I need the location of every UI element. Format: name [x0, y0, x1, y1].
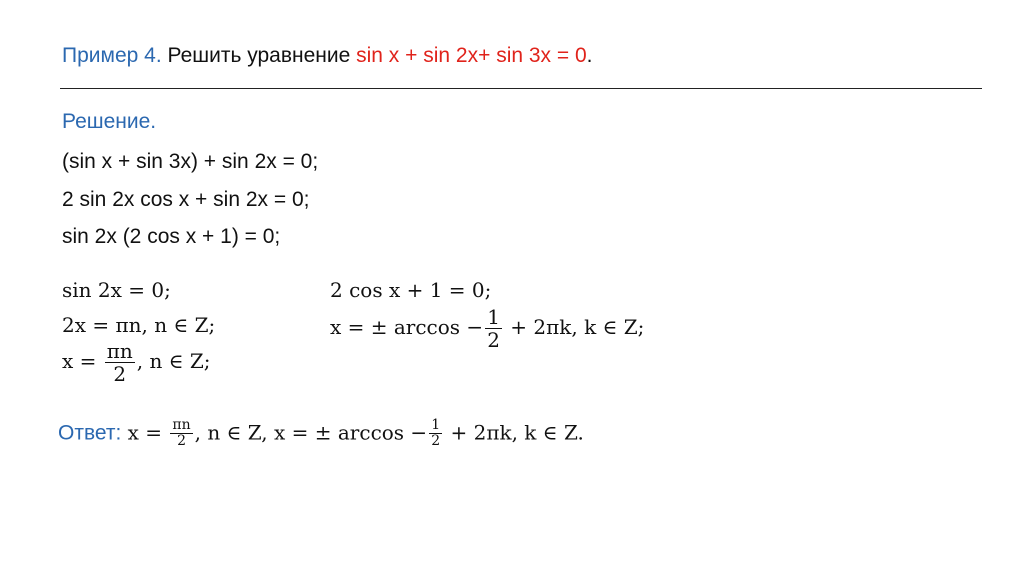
left-case-line-3	[62, 340, 211, 385]
left-case-rhs: , n ∈ Z;	[136, 349, 211, 373]
fraction-numerator: πn	[106, 339, 133, 363]
answer-part-1: x =	[121, 420, 169, 445]
fraction-denominator: 2	[431, 433, 441, 450]
right-case-lhs: x = ± arccos −	[330, 315, 484, 339]
fraction-denominator: 2	[487, 328, 500, 352]
slide-title	[62, 44, 593, 68]
answer-part-2: , n ∈ Z, x = ± arccos −	[194, 420, 428, 445]
title-text: Решить уравнение	[161, 44, 357, 67]
solution-step-1: (sin x + sin 3x) + sin 2x = 0;	[62, 150, 319, 173]
answer-fraction-pi-n-over-2	[170, 418, 192, 450]
right-case-rhs: + 2πk, k ∈ Z;	[503, 315, 645, 339]
answer-line	[58, 418, 584, 450]
title-divider	[60, 88, 982, 89]
solution-step-2: 2 sin 2x cos x + sin 2x = 0;	[62, 188, 310, 211]
solution-heading: Решение.	[62, 110, 157, 133]
solution-step-3: sin 2x (2 cos x + 1) = 0;	[62, 225, 281, 248]
left-case-lhs: x =	[62, 349, 103, 373]
left-case-line-1: sin 2x = 0;	[62, 278, 171, 302]
fraction-one-half	[485, 306, 502, 351]
fraction-numerator: 1	[431, 417, 441, 433]
fraction-pi-n-over-2	[105, 340, 135, 385]
fraction-denominator: 2	[177, 433, 186, 450]
fraction-denominator: 2	[113, 362, 127, 386]
right-case-line-2	[330, 306, 644, 351]
title-equation: sin x + sin 2x+ sin 3x = 0	[356, 44, 587, 67]
right-case-line-1: 2 cos x + 1 = 0;	[330, 278, 492, 302]
answer-part-3: + 2πk, k ∈ Z.	[444, 420, 584, 445]
fraction-numerator: πn	[172, 417, 191, 433]
answer-label: Ответ:	[58, 421, 122, 445]
title-end: .	[586, 44, 593, 67]
left-case-line-2: 2x = πn, n ∈ Z;	[62, 313, 216, 337]
fraction-numerator: 1	[487, 305, 500, 329]
answer-fraction-one-half	[429, 418, 442, 450]
example-number: Пример 4.	[62, 44, 162, 67]
